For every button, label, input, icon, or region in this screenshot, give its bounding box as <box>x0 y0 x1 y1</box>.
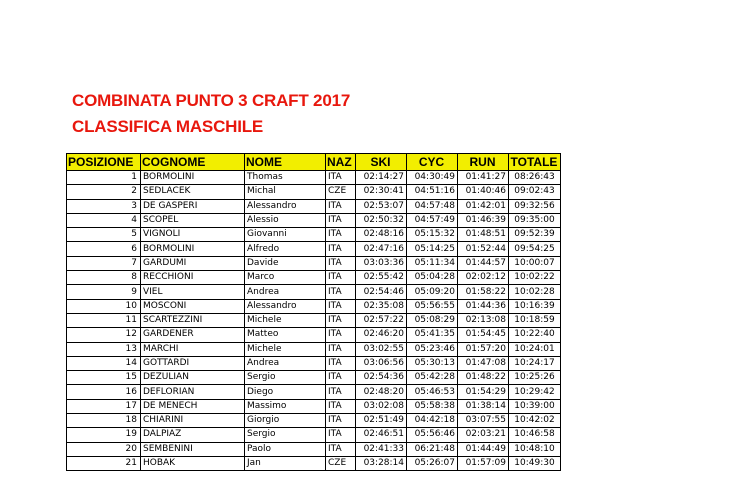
ski-time-cell: 03:03:36 <box>356 256 407 270</box>
position-cell: 20 <box>67 442 141 456</box>
run-time-cell: 01:42:01 <box>458 199 509 213</box>
table-row <box>67 328 561 342</box>
cyc-time-cell: 05:42:28 <box>407 371 458 385</box>
ski-time-cell: 02:55:42 <box>356 271 407 285</box>
total-time-cell: 10:18:59 <box>509 313 561 327</box>
first-name-cell: Thomas <box>245 171 326 185</box>
run-time-cell: 01:44:36 <box>458 299 509 313</box>
position-cell: 21 <box>67 456 141 470</box>
first-name-cell: Alessio <box>245 213 326 227</box>
total-time-cell: 09:32:56 <box>509 199 561 213</box>
first-name-cell: Diego <box>245 385 326 399</box>
table-row <box>67 456 561 470</box>
ski-time-cell: 02:48:16 <box>356 228 407 242</box>
surname-cell: HOBAK <box>141 456 245 470</box>
surname-cell: DALPIAZ <box>141 428 245 442</box>
surname-cell: MOSCONI <box>141 299 245 313</box>
first-name-cell: Alessandro <box>245 199 326 213</box>
run-time-cell: 01:48:51 <box>458 228 509 242</box>
table-row <box>67 356 561 370</box>
surname-cell: GOTTARDI <box>141 356 245 370</box>
run-time-cell: 01:54:29 <box>458 385 509 399</box>
total-time-cell: 08:26:43 <box>509 171 561 185</box>
nationality-cell: ITA <box>326 328 356 342</box>
table-row <box>67 442 561 456</box>
position-cell: 5 <box>67 228 141 242</box>
cyc-time-cell: 05:08:29 <box>407 313 458 327</box>
first-name-cell: Davide <box>245 256 326 270</box>
first-name-cell: Giorgio <box>245 414 326 428</box>
cyc-time-cell: 05:30:13 <box>407 356 458 370</box>
surname-cell: VIGNOLI <box>141 228 245 242</box>
ski-time-cell: 02:48:20 <box>356 385 407 399</box>
surname-cell: SCOPEL <box>141 213 245 227</box>
first-name-cell: Alessandro <box>245 299 326 313</box>
table-row <box>67 371 561 385</box>
position-cell: 7 <box>67 256 141 270</box>
nationality-cell: ITA <box>326 242 356 256</box>
total-time-cell: 10:49:30 <box>509 456 561 470</box>
cyc-time-cell: 04:57:48 <box>407 199 458 213</box>
nationality-cell: ITA <box>326 428 356 442</box>
ski-time-cell: 02:53:07 <box>356 199 407 213</box>
run-time-cell: 01:41:27 <box>458 171 509 185</box>
table-row <box>67 414 561 428</box>
nationality-cell: ITA <box>326 313 356 327</box>
surname-cell: SEMBENINI <box>141 442 245 456</box>
position-cell: 1 <box>67 171 141 185</box>
cyc-time-cell: 04:51:16 <box>407 185 458 199</box>
surname-cell: SCARTEZZINI <box>141 313 245 327</box>
first-name-cell: Sergio <box>245 371 326 385</box>
first-name-cell: Michele <box>245 313 326 327</box>
position-cell: 18 <box>67 414 141 428</box>
first-name-cell: Marco <box>245 271 326 285</box>
surname-cell: VIEL <box>141 285 245 299</box>
position-cell: 11 <box>67 313 141 327</box>
nationality-cell: CZE <box>326 456 356 470</box>
position-cell: 6 <box>67 242 141 256</box>
ski-time-cell: 03:06:56 <box>356 356 407 370</box>
run-time-cell: 01:44:57 <box>458 256 509 270</box>
cyc-time-cell: 05:15:32 <box>407 228 458 242</box>
position-cell: 13 <box>67 342 141 356</box>
total-time-cell: 09:54:25 <box>509 242 561 256</box>
surname-cell: BORMOLINI <box>141 242 245 256</box>
first-name-cell: Matteo <box>245 328 326 342</box>
first-name-cell: Massimo <box>245 399 326 413</box>
header-totale: TOTALE <box>509 154 561 171</box>
ski-time-cell: 03:28:14 <box>356 456 407 470</box>
position-cell: 17 <box>67 399 141 413</box>
first-name-cell: Andrea <box>245 285 326 299</box>
cyc-time-cell: 05:56:46 <box>407 428 458 442</box>
table-row <box>67 299 561 313</box>
header-cyc: CYC <box>407 154 458 171</box>
table-row <box>67 185 561 199</box>
first-name-cell: Jan <box>245 456 326 470</box>
surname-cell: RECCHIONI <box>141 271 245 285</box>
first-name-cell: Giovanni <box>245 228 326 242</box>
surname-cell: CHIARINI <box>141 414 245 428</box>
total-time-cell: 10:24:17 <box>509 356 561 370</box>
nationality-cell: ITA <box>326 256 356 270</box>
total-time-cell: 10:02:22 <box>509 271 561 285</box>
total-time-cell: 10:22:40 <box>509 328 561 342</box>
table-row <box>67 271 561 285</box>
page-title: COMBINATA PUNTO 3 CRAFT 2017 <box>72 91 351 110</box>
cyc-time-cell: 05:26:07 <box>407 456 458 470</box>
position-cell: 14 <box>67 356 141 370</box>
nationality-cell: ITA <box>326 299 356 313</box>
cyc-time-cell: 05:11:34 <box>407 256 458 270</box>
position-cell: 16 <box>67 385 141 399</box>
ski-time-cell: 02:35:08 <box>356 299 407 313</box>
total-time-cell: 10:48:10 <box>509 442 561 456</box>
total-time-cell: 10:16:39 <box>509 299 561 313</box>
header-cognome: COGNOME <box>141 154 245 171</box>
nationality-cell: ITA <box>326 228 356 242</box>
nationality-cell: ITA <box>326 442 356 456</box>
ski-time-cell: 03:02:08 <box>356 399 407 413</box>
table-row <box>67 171 561 185</box>
table-row <box>67 228 561 242</box>
cyc-time-cell: 05:23:46 <box>407 342 458 356</box>
surname-cell: MARCHI <box>141 342 245 356</box>
position-cell: 9 <box>67 285 141 299</box>
total-time-cell: 10:00:07 <box>509 256 561 270</box>
table-row <box>67 242 561 256</box>
header-naz: NAZ <box>326 154 356 171</box>
header-run: RUN <box>458 154 509 171</box>
ski-time-cell: 02:54:46 <box>356 285 407 299</box>
ski-time-cell: 02:51:49 <box>356 414 407 428</box>
ski-time-cell: 02:46:51 <box>356 428 407 442</box>
total-time-cell: 09:52:39 <box>509 228 561 242</box>
run-time-cell: 01:58:22 <box>458 285 509 299</box>
surname-cell: DEZULIAN <box>141 371 245 385</box>
run-time-cell: 01:44:49 <box>458 442 509 456</box>
run-time-cell: 01:40:46 <box>458 185 509 199</box>
nationality-cell: ITA <box>326 342 356 356</box>
ski-time-cell: 02:14:27 <box>356 171 407 185</box>
cyc-time-cell: 04:30:49 <box>407 171 458 185</box>
surname-cell: DE MENECH <box>141 399 245 413</box>
first-name-cell: Alfredo <box>245 242 326 256</box>
table-row <box>67 399 561 413</box>
position-cell: 12 <box>67 328 141 342</box>
position-cell: 4 <box>67 213 141 227</box>
cyc-time-cell: 05:58:38 <box>407 399 458 413</box>
nationality-cell: ITA <box>326 213 356 227</box>
cyc-time-cell: 05:14:25 <box>407 242 458 256</box>
results-table <box>66 153 561 471</box>
run-time-cell: 01:48:22 <box>458 371 509 385</box>
table-row <box>67 256 561 270</box>
ski-time-cell: 02:54:36 <box>356 371 407 385</box>
total-time-cell: 10:24:01 <box>509 342 561 356</box>
page-subtitle: CLASSIFICA MASCHILE <box>72 117 264 136</box>
position-cell: 10 <box>67 299 141 313</box>
cyc-time-cell: 05:04:28 <box>407 271 458 285</box>
first-name-cell: Paolo <box>245 442 326 456</box>
ski-time-cell: 02:46:20 <box>356 328 407 342</box>
run-time-cell: 01:54:45 <box>458 328 509 342</box>
header-posizione: POSIZIONE <box>67 154 141 171</box>
position-cell: 2 <box>67 185 141 199</box>
surname-cell: GARDUMI <box>141 256 245 270</box>
cyc-time-cell: 05:46:53 <box>407 385 458 399</box>
total-time-cell: 09:02:43 <box>509 185 561 199</box>
ski-time-cell: 02:50:32 <box>356 213 407 227</box>
run-time-cell: 01:57:20 <box>458 342 509 356</box>
cyc-time-cell: 05:09:20 <box>407 285 458 299</box>
position-cell: 8 <box>67 271 141 285</box>
ski-time-cell: 02:47:16 <box>356 242 407 256</box>
table-row <box>67 199 561 213</box>
nationality-cell: ITA <box>326 171 356 185</box>
cyc-time-cell: 06:21:48 <box>407 442 458 456</box>
cyc-time-cell: 05:41:35 <box>407 328 458 342</box>
nationality-cell: ITA <box>326 399 356 413</box>
table-row <box>67 428 561 442</box>
table-row <box>67 342 561 356</box>
surname-cell: DE GASPERI <box>141 199 245 213</box>
run-time-cell: 01:46:39 <box>458 213 509 227</box>
cyc-time-cell: 05:56:55 <box>407 299 458 313</box>
table-row <box>67 313 561 327</box>
nationality-cell: ITA <box>326 356 356 370</box>
cyc-time-cell: 04:57:49 <box>407 213 458 227</box>
total-time-cell: 10:25:26 <box>509 371 561 385</box>
nationality-cell: ITA <box>326 199 356 213</box>
surname-cell: DEFLORIAN <box>141 385 245 399</box>
total-time-cell: 10:02:28 <box>509 285 561 299</box>
table-row <box>67 385 561 399</box>
nationality-cell: ITA <box>326 285 356 299</box>
header-nome: NOME <box>245 154 326 171</box>
surname-cell: GARDENER <box>141 328 245 342</box>
position-cell: 15 <box>67 371 141 385</box>
ski-time-cell: 02:30:41 <box>356 185 407 199</box>
first-name-cell: Sergio <box>245 428 326 442</box>
table-header-row <box>67 154 561 171</box>
run-time-cell: 02:03:21 <box>458 428 509 442</box>
total-time-cell: 10:46:58 <box>509 428 561 442</box>
run-time-cell: 01:52:44 <box>458 242 509 256</box>
first-name-cell: Michal <box>245 185 326 199</box>
total-time-cell: 10:42:02 <box>509 414 561 428</box>
header-ski: SKI <box>356 154 407 171</box>
run-time-cell: 02:13:08 <box>458 313 509 327</box>
run-time-cell: 01:38:14 <box>458 399 509 413</box>
first-name-cell: Andrea <box>245 356 326 370</box>
total-time-cell: 10:29:42 <box>509 385 561 399</box>
ski-time-cell: 02:57:22 <box>356 313 407 327</box>
cyc-time-cell: 04:42:18 <box>407 414 458 428</box>
run-time-cell: 03:07:55 <box>458 414 509 428</box>
run-time-cell: 02:02:12 <box>458 271 509 285</box>
run-time-cell: 01:47:08 <box>458 356 509 370</box>
first-name-cell: Michele <box>245 342 326 356</box>
surname-cell: SEDLACEK <box>141 185 245 199</box>
nationality-cell: CZE <box>326 185 356 199</box>
total-time-cell: 09:35:00 <box>509 213 561 227</box>
position-cell: 19 <box>67 428 141 442</box>
position-cell: 3 <box>67 199 141 213</box>
nationality-cell: ITA <box>326 271 356 285</box>
nationality-cell: ITA <box>326 371 356 385</box>
total-time-cell: 10:39:00 <box>509 399 561 413</box>
table-body <box>67 171 561 471</box>
nationality-cell: ITA <box>326 385 356 399</box>
ski-time-cell: 02:41:33 <box>356 442 407 456</box>
table-row <box>67 213 561 227</box>
nationality-cell: ITA <box>326 414 356 428</box>
surname-cell: BORMOLINI <box>141 171 245 185</box>
table-row <box>67 285 561 299</box>
ski-time-cell: 03:02:55 <box>356 342 407 356</box>
run-time-cell: 01:57:09 <box>458 456 509 470</box>
